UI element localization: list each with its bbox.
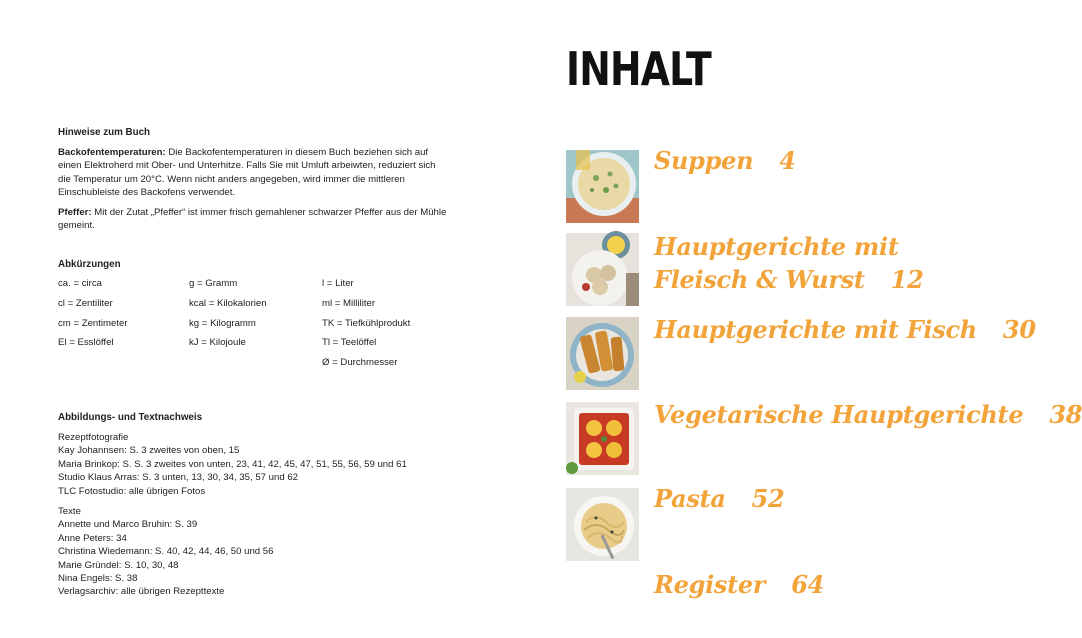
toc-entry-register[interactable]	[566, 566, 1006, 606]
credits-heading: Abbildungs- und Textnachweis	[58, 412, 203, 423]
credit-line: Verlagsarchiv: alle übrigen Rezepttexte	[58, 586, 225, 598]
toc-entry-fleisch-wurst[interactable]	[566, 233, 1006, 306]
toc-title-line2: Fleisch & Wurst	[654, 265, 865, 294]
photo-credits-title: Rezeptfotografie	[58, 432, 129, 443]
notes-heading: Hinweise zum Buch	[58, 127, 150, 138]
abbreviation-cell: El = Esslöffel	[58, 337, 114, 349]
abbreviations-heading: Abkürzungen	[58, 259, 121, 270]
abbreviation-cell: cl = Zentiliter	[58, 297, 113, 309]
credit-line: Nina Engels: S. 38	[58, 573, 138, 585]
toc-page-number: 30	[1002, 315, 1036, 344]
toc-title: Suppen	[654, 146, 754, 175]
toc-label	[654, 144, 796, 177]
toc-title: Hauptgerichte mit	[654, 232, 899, 261]
credit-line: Maria Brinkop: S. S. 3 zweites von unten, 23, 41, 42, 45, 47, 51, 55, 56, 59 und 61	[58, 458, 407, 470]
credit-line: Marie Gründel: S. 10, 30, 48	[58, 559, 179, 571]
toc-title: Pasta	[654, 484, 726, 513]
toc-label	[654, 482, 784, 515]
credit-line: Anne Peters: 34	[58, 532, 127, 544]
toc-label	[654, 398, 1082, 431]
toc-label	[654, 313, 1036, 346]
text-credits-title: Texte	[58, 506, 81, 517]
oven-note-text: Die Backofentemperaturen in diesem Buch beziehen sich auf einen Elektroherd mit Ober- und Unterhitze. Falls Sie mit Umluft arbeiwten, reduziert sich die Temperatur um 20°C. Wenn nicht anders angegeben, wird immer die mittleren Einschubleiste des Backofens verwendet.	[58, 147, 436, 199]
toc-title: Hauptgerichte mit Fisch	[654, 315, 977, 344]
oven-note-label: Backofentemperaturen:	[58, 147, 166, 158]
spaghetti-image	[566, 488, 639, 561]
contents-title: INHALT	[566, 42, 711, 96]
toc-page-number: 12	[890, 265, 924, 294]
toc-page-number: 64	[791, 570, 825, 599]
toc-page-number: 4	[779, 146, 796, 175]
abbreviation-cell: kg = Kilogramm	[189, 317, 256, 329]
abbreviation-cell: cm = Zentimeter	[58, 317, 128, 329]
toc-entry-pasta[interactable]	[566, 484, 1006, 561]
fish-fingers-image	[566, 317, 639, 390]
credit-line: TLC Fotostudio: alle übrigen Fotos	[58, 485, 206, 497]
abbreviation-cell: l = Liter	[322, 278, 354, 289]
pepper-note-text: Mit der Zutat „Pfeffer“ ist immer frisch gemahlener schwarzer Pfeffer aus der Mühle gemeint.	[58, 207, 447, 232]
abbreviation-cell: ml = Milliliter	[322, 297, 376, 309]
credit-line: Kay Johannsen: S. 3 zweites von oben, 15	[58, 445, 240, 457]
abbreviation-cell: ca. = circa	[58, 278, 102, 289]
abbreviation-cell: kJ = Kilojoule	[189, 337, 246, 349]
toc-entry-fisch[interactable]	[566, 315, 1036, 390]
stuffed-peppers-image	[566, 402, 639, 475]
toc-page-number: 52	[751, 484, 785, 513]
toc-title: Register	[654, 570, 766, 599]
toc-entry-vegetarisch[interactable]	[566, 400, 1082, 475]
toc-entry-suppen[interactable]	[566, 146, 1006, 223]
abbreviation-cell: kcal = Kilokalorien	[189, 297, 267, 309]
soup-bowl-image	[566, 150, 639, 223]
credit-line: Christina Wiedemann: S. 40, 42, 44, 46, 50 und 56	[58, 546, 274, 558]
toc-label	[654, 230, 923, 296]
abbreviation-cell: TK = Tiefkühlprodukt	[322, 317, 411, 329]
abbreviation-cell: Tl = Teelöffel	[322, 337, 377, 349]
toc-page-number: 38	[1049, 400, 1082, 429]
toc-label	[654, 568, 824, 601]
abbreviation-cell: g = Gramm	[189, 278, 238, 289]
pepper-note-label: Pfeffer:	[58, 207, 92, 218]
credit-line: Annette und Marco Bruhin: S. 39	[58, 519, 198, 531]
abbreviation-cell: Ø = Durchmesser	[322, 357, 398, 369]
credit-line: Studio Klaus Arras: S. 3 unten, 13, 30, 34, 35, 57 und 62	[58, 472, 299, 484]
toc-title: Vegetarische Hauptgerichte	[654, 400, 1024, 429]
meatballs-image	[566, 233, 639, 306]
